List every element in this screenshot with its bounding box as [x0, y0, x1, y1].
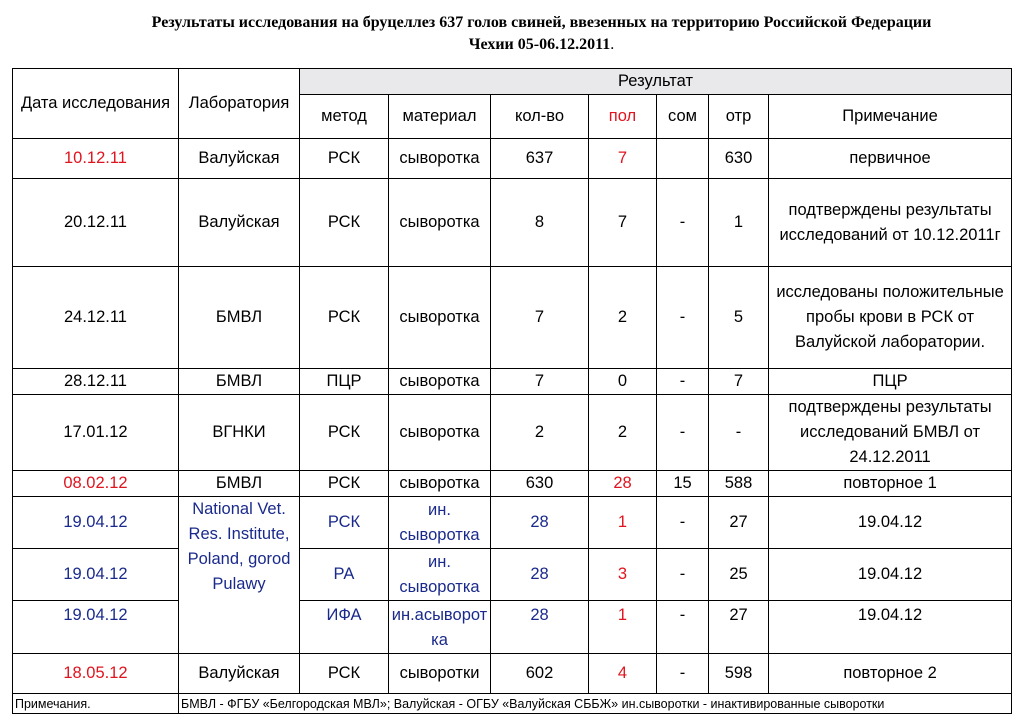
cell-material: сыворотка — [389, 179, 491, 267]
cell-material: ин.асыворотка — [389, 601, 491, 654]
cell-note: повторное 1 — [769, 471, 1012, 497]
cell-date: 24.12.11 — [13, 267, 179, 369]
cell-method: ПЦР — [300, 369, 389, 395]
cell-note: ПЦР — [769, 369, 1012, 395]
cell-doubt: - — [657, 395, 709, 471]
header-doubt: сом — [657, 95, 709, 139]
cell-date: 20.12.11 — [13, 179, 179, 267]
header-count: кол-во — [491, 95, 589, 139]
cell-date: 19.04.12 — [13, 549, 179, 601]
footnote-text: БМВЛ - ФГБУ «Белгородская МВЛ»; Валуйская - ОГБУ «Валуйская СББЖ» ин.сыворотки - инактивированные сыворотки — [179, 694, 1012, 714]
cell-pos: 1 — [589, 497, 657, 549]
header-lab: Лаборатория — [179, 69, 300, 139]
cell-doubt: - — [657, 497, 709, 549]
cell-pos: 4 — [589, 654, 657, 694]
cell-material: сыворотка — [389, 139, 491, 179]
title-line-2 — [0, 34, 1023, 56]
cell-method: РСК — [300, 471, 389, 497]
cell-material: сыворотка — [389, 267, 491, 369]
cell-doubt: - — [657, 549, 709, 601]
cell-doubt: - — [657, 601, 709, 654]
document-title — [0, 12, 1023, 56]
cell-material: сыворотка — [389, 369, 491, 395]
cell-note: 19.04.12 — [769, 601, 1012, 654]
cell-neg: 7 — [709, 369, 769, 395]
cell-doubt — [657, 139, 709, 179]
cell-date: 18.05.12 — [13, 654, 179, 694]
cell-doubt: - — [657, 179, 709, 267]
table-row — [13, 395, 1012, 471]
cell-note: 19.04.12 — [769, 549, 1012, 601]
cell-count: 630 — [491, 471, 589, 497]
cell-doubt: - — [657, 267, 709, 369]
header-material: материал — [389, 95, 491, 139]
cell-neg: - — [709, 395, 769, 471]
table-row — [13, 549, 1012, 601]
cell-lab: БМВЛ — [179, 369, 300, 395]
cell-note: подтверждены результаты исследований от 10.12.2011г — [769, 179, 1012, 267]
cell-method: ИФА — [300, 601, 389, 654]
cell-count: 8 — [491, 179, 589, 267]
cell-doubt: 15 — [657, 471, 709, 497]
cell-material: сыворотки — [389, 654, 491, 694]
table-row — [13, 497, 1012, 549]
cell-method: РСК — [300, 179, 389, 267]
cell-lab: БМВЛ — [179, 267, 300, 369]
cell-date: 08.02.12 — [13, 471, 179, 497]
cell-date: 28.12.11 — [13, 369, 179, 395]
cell-note: первичное — [769, 139, 1012, 179]
cell-method: РСК — [300, 497, 389, 549]
header-result: Результат — [300, 69, 1012, 95]
cell-date: 17.01.12 — [13, 395, 179, 471]
cell-pos: 7 — [589, 139, 657, 179]
cell-note: исследованы положительные пробы крови в РСК от Валуйской лаборатории. — [769, 267, 1012, 369]
table-row — [13, 179, 1012, 267]
cell-method: РСК — [300, 139, 389, 179]
cell-lab: Валуйская — [179, 179, 300, 267]
cell-lab: Валуйская — [179, 654, 300, 694]
cell-note: подтверждены результаты исследований БМВЛ от 24.12.2011 — [769, 395, 1012, 471]
table-row — [13, 267, 1012, 369]
header-date: Дата исследования — [13, 69, 179, 139]
cell-lab: ВГНКИ — [179, 395, 300, 471]
table-row — [13, 471, 1012, 497]
cell-note: повторное 2 — [769, 654, 1012, 694]
footnote-label: Примечания. — [13, 694, 179, 714]
cell-count: 28 — [491, 497, 589, 549]
cell-count: 602 — [491, 654, 589, 694]
cell-note: 19.04.12 — [769, 497, 1012, 549]
cell-date: 19.04.12 — [13, 601, 179, 654]
cell-pos: 2 — [589, 395, 657, 471]
cell-count: 7 — [491, 369, 589, 395]
cell-material: сыворотка — [389, 395, 491, 471]
table-row — [13, 654, 1012, 694]
cell-neg: 1 — [709, 179, 769, 267]
cell-lab: БМВЛ — [179, 471, 300, 497]
cell-count: 28 — [491, 601, 589, 654]
title-line-2-suffix: . — [610, 36, 615, 53]
footnote-row — [13, 694, 1012, 714]
cell-date: 19.04.12 — [13, 497, 179, 549]
results-table — [12, 68, 1012, 714]
cell-lab — [179, 497, 300, 654]
cell-neg: 598 — [709, 654, 769, 694]
cell-method: РА — [300, 549, 389, 601]
cell-neg: 5 — [709, 267, 769, 369]
cell-method: РСК — [300, 654, 389, 694]
cell-pos: 28 — [589, 471, 657, 497]
cell-lab-text: National Vet. Res. Institute, Poland, gorod Pulawy — [187, 500, 291, 593]
header-method: метод — [300, 95, 389, 139]
table-row — [13, 601, 1012, 654]
cell-material: ин. сыворотка — [389, 549, 491, 601]
cell-lab: Валуйская — [179, 139, 300, 179]
cell-pos: 1 — [589, 601, 657, 654]
table-row — [13, 139, 1012, 179]
cell-material: ин. сыворотка — [389, 497, 491, 549]
cell-count: 28 — [491, 549, 589, 601]
header-pos: пол — [589, 95, 657, 139]
cell-neg: 588 — [709, 471, 769, 497]
cell-method: РСК — [300, 267, 389, 369]
cell-count: 2 — [491, 395, 589, 471]
cell-doubt: - — [657, 654, 709, 694]
cell-count: 637 — [491, 139, 589, 179]
cell-neg: 630 — [709, 139, 769, 179]
cell-material: сыворотка — [389, 471, 491, 497]
cell-pos: 3 — [589, 549, 657, 601]
cell-pos: 2 — [589, 267, 657, 369]
header-neg: отр — [709, 95, 769, 139]
header-note: Примечание — [769, 95, 1012, 139]
cell-method: РСК — [300, 395, 389, 471]
table-row — [13, 369, 1012, 395]
cell-neg: 25 — [709, 549, 769, 601]
cell-pos: 0 — [589, 369, 657, 395]
cell-pos: 7 — [589, 179, 657, 267]
title-line-2-text: Чехии 05-06.12.2011 — [468, 36, 611, 53]
cell-date: 10.12.11 — [13, 139, 179, 179]
cell-neg: 27 — [709, 601, 769, 654]
cell-doubt: - — [657, 369, 709, 395]
title-line-1: Результаты исследования на бруцеллез 637 голов свиней, ввезенных на территорию Российской Федерации — [151, 14, 932, 31]
cell-neg: 27 — [709, 497, 769, 549]
cell-count: 7 — [491, 267, 589, 369]
